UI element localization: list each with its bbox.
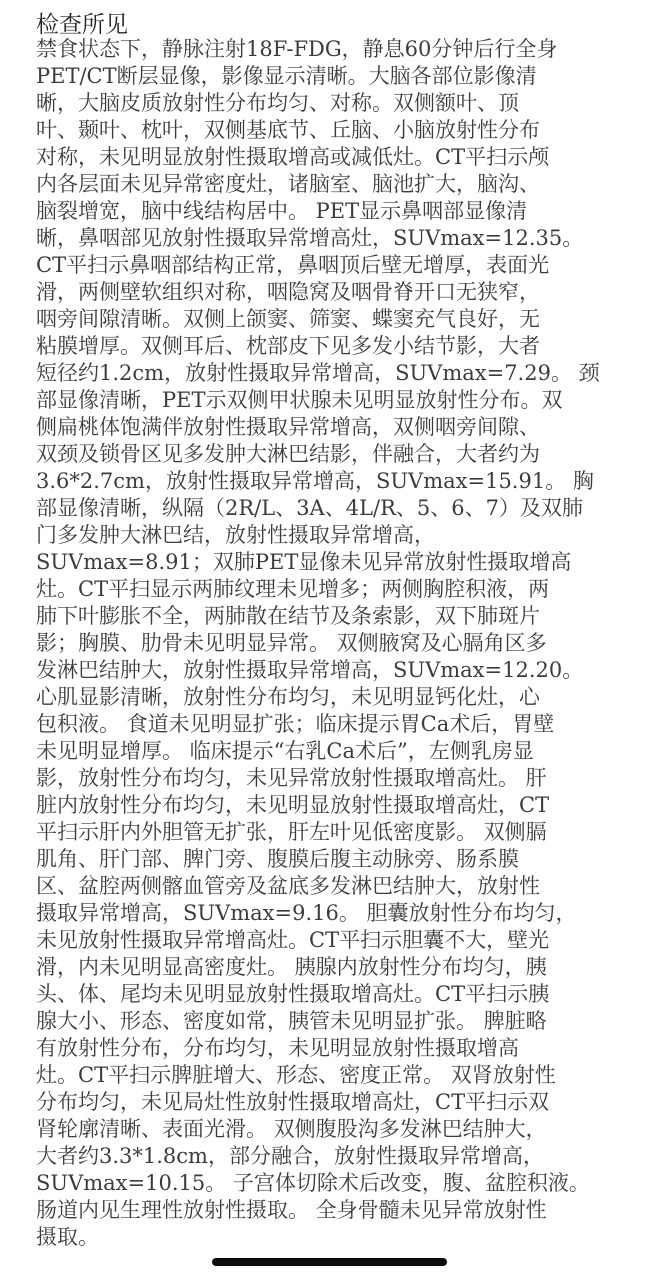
- findings-line: 摄取异常增高，SUVmax=9.16。 胆囊放射性分布均匀，: [36, 901, 577, 925]
- findings-line: 平扫示肝内外胆管无扩张，肝左叶见低密度影。 双侧膈: [36, 820, 547, 844]
- findings-line: SUVmax=8.91；双肺PET显像未见异常放射性摄取增高: [36, 550, 572, 574]
- findings-text: [36, 36, 626, 1251]
- findings-line: 禁食状态下，静脉注射18F-FDG，静息60分钟后行全身: [36, 37, 558, 61]
- findings-line: 晰，大脑皮质放射性分布均匀、对称。双侧额叶、顶: [36, 91, 519, 115]
- findings-line: 肾轮廓清晰、表面光滑。 双侧腹股沟多发淋巴结肿大，: [36, 1117, 547, 1141]
- findings-line: 有放射性分布，分布均匀，未见明显放射性摄取增高: [36, 1036, 519, 1060]
- findings-line: 腺大小、形态、密度如常，胰管未见明显扩张。 脾脏略: [36, 1009, 547, 1033]
- findings-line: 肺下叶膨胀不全，两肺散在结节及条索影，双下肺斑片: [36, 604, 540, 628]
- findings-line: 双颈及锁骨区见多发肿大淋巴结影，伴融合，大者约为: [36, 442, 540, 466]
- findings-line: 叶、颞叶、枕叶，双侧基底节、丘脑、小脑放射性分布: [36, 118, 540, 142]
- findings-line: 侧扁桃体饱满伴放射性摄取异常增高，双侧咽旁间隙、: [36, 415, 540, 439]
- findings-line: 部显像清晰，纵隔（2R/L、3A、4L/R、5、6、7）及双肺: [36, 496, 583, 520]
- findings-line: 3.6*2.7cm，放射性摄取异常增高，SUVmax=15.91。 胸: [36, 469, 594, 493]
- findings-line: 部显像清晰，PET示双侧甲状腺未见明显放射性分布。双: [36, 388, 563, 412]
- findings-line: 对称，未见明显放射性摄取增高或减低灶。CT平扫示颅: [36, 145, 550, 169]
- home-indicator-bar[interactable]: [212, 1258, 447, 1266]
- findings-line: CT平扫示鼻咽部结构正常，鼻咽顶后壁无增厚，表面光: [36, 253, 550, 277]
- findings-line: 短径约1.2cm，放射性摄取异常增高，SUVmax=7.29。 颈: [36, 361, 600, 385]
- findings-line: 包积液。 食道未见明显扩张；临床提示胃Ca术后，胃壁: [36, 712, 555, 736]
- findings-line: 影；胸膜、肋骨未见明显异常。 双侧腋窝及心膈角区多: [36, 631, 547, 655]
- findings-line: SUVmax=10.15。 子宫体切除术后改变，腹、盆腔积液。: [36, 1171, 590, 1195]
- findings-line: 门多发肿大淋巴结，放射性摄取异常增高，: [36, 523, 435, 547]
- findings-line: 内各层面未见异常密度灶，诸脑室、脑池扩大，脑沟、: [36, 172, 540, 196]
- findings-line: 脑裂增宽，脑中线结构居中。 PET显示鼻咽部显像清: [36, 199, 528, 223]
- findings-line: 咽旁间隙清晰。双侧上颌窦、筛窦、蝶窦充气良好，无: [36, 307, 540, 331]
- findings-line: 晰，鼻咽部见放射性摄取异常增高灶，SUVmax=12.35。: [36, 226, 584, 250]
- findings-line: 滑，两侧壁软组织对称，咽隐窝及咽骨脊开口无狭窄，: [36, 280, 540, 304]
- findings-line: 肠道内见生理性放射性摄取。 全身骨髓未见异常放射性: [36, 1198, 547, 1222]
- findings-line: 滑，内未见明显高密度灶。 胰腺内放射性分布均匀，胰: [36, 955, 547, 979]
- findings-line: 大者约3.3*1.8cm，部分融合，放射性摄取异常增高，: [36, 1144, 544, 1168]
- findings-line: 未见放射性摄取异常增高灶。CT平扫示胆囊不大，壁光: [36, 928, 550, 952]
- findings-line: PET/CT断层显像，影像显示清晰。大脑各部位影像清: [36, 64, 537, 88]
- findings-line: 分布均匀，未见局灶性放射性摄取增高灶，CT平扫示双: [36, 1090, 550, 1114]
- findings-line: 灶。CT平扫显示两肺纹理未见增多；两侧胸腔积液，两: [36, 577, 550, 601]
- findings-line: 未见明显增厚。 临床提示“右乳Ca术后”，左侧乳房显: [36, 739, 534, 763]
- findings-line: 区、盆腔两侧髂血管旁及盆底多发淋巴结肿大，放射性: [36, 874, 540, 898]
- findings-line: 影，放射性分布均匀，未见异常放射性摄取增高灶。 肝: [36, 766, 547, 790]
- section-title: 检查所见: [36, 12, 128, 38]
- findings-line: 粘膜增厚。双侧耳后、枕部皮下见多发小结节影，大者: [36, 334, 540, 358]
- findings-line: 头、体、尾均未见明显放射性摄取增高灶。CT平扫示胰: [36, 982, 550, 1006]
- findings-line: 灶。CT平扫示脾脏增大、形态、密度正常。 双肾放射性: [36, 1063, 556, 1087]
- findings-line: 肌角、肝门部、脾门旁、腹膜后腹主动脉旁、肠系膜: [36, 847, 519, 871]
- findings-line: 摄取。: [36, 1225, 99, 1249]
- findings-line: 心肌显影清晰，放射性分布均匀，未见明显钙化灶，心: [36, 685, 540, 709]
- findings-line: 脏内放射性分布均匀，未见明显放射性摄取增高灶，CT: [36, 793, 550, 817]
- findings-line: 发淋巴结肿大，放射性摄取异常增高，SUVmax=12.20。: [36, 658, 584, 682]
